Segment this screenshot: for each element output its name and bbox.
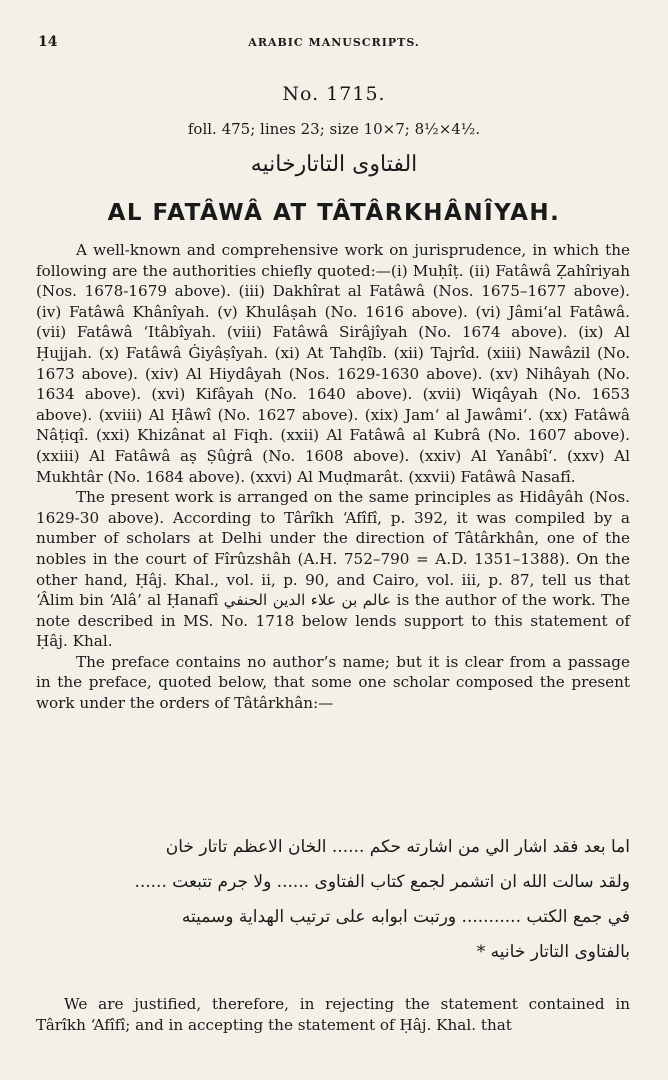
running-title: ARABIC MANUSCRIPTS. (248, 36, 420, 49)
page-header (38, 34, 630, 54)
arabic-quote-line: اما بعد فقد اشار الي من اشارته حكم ...... الخان الاعظم تاتار خان (165, 837, 630, 857)
entry-title: AL FATÂWÂ AT TÂTÂRKHÂNÎYAH. (107, 200, 561, 226)
paragraph-conclusion: We are justified, therefore, in rejecting the statement contained in Târîkh ‘Afîfî; and in accepting the statement of Ḥâj. Khal. that (36, 995, 630, 1034)
paragraph-authorities: A well-known and comprehensive work on jurisprudence, in which the following are the authorities chiefly quoted:—(i) Muḥîṭ. (ii) Fatâwâ Ẓahîriyah (Nos. 1678-1679 above). (iii) Dakhîrat al Fatâwâ (Nos. 1675–1677 above). (iv) Fatâwâ Khânîyah. (v) Khulâṣah (No. 1616 above). (vi) Jâmi‘al Fatâwâ. (vii) Fatâwâ ‘Itâbîyah. (viii) Fatâwâ Sirâjîyah (No. 1674 above). (ix) Al Ḥujjah. (x) Fatâwâ Ġiyâṣîyah. (xi) At Tahḍîb. (xii) Tajrîd. (xiii) Nawâzil (No. 1673 above). (xiv) Al Hiydâyah (Nos. 1629-1630 above). (xv) Nihâyah (No. 1634 above). (xvi) Kifâyah (No. 1640 above). (xvii) Wiqâyah (No. 1653 above). (xviii) Al Ḥâwî (No. 1627 above). (xix) Jam‘ al Jawâmi‘. (xx) Fatâwâ Nâṭiqî. (xxi) Khizânat al Fiqh. (xxii) Al Fatâwâ al Kubrâ (No. 1607 above). (xxiii) Al Fatâwâ aṣ Ṣûġrâ (No. 1608 above). (xxiv) Al Yanâbî‘. (xxv) Al Mukhtâr (No. 1684 above). (xxvi) Al Muḍmarât. (xxvii) Fatâwâ Nasafî. (36, 241, 630, 486)
paragraph-authorship-text-a: The present work is arranged on the same principles as Hidâyâh (Nos. 1629-30 above). According to Târîkh ‘Afîfî, p. 392, it was compiled by a number of scholars at Delhi under the direction of Tâtârkhân, one of the nobles in the court of Fîrûzshâh (A.H. 752–790 = A.D. 1351–1388). On the other hand, Ḥâj. Khal., vol. ii, p. 90, and Cairo, vol. iii, p. 87, tell us that ‘Âlim bin ‘Alâ’ al Ḥanafî (36, 488, 630, 610)
paragraph-authorship-text-b: is the author of the work. The note described in MS. No. 1718 below lends support to this statement of Ḥâj. Khal. (36, 591, 631, 651)
arabic-quote-line: ولقد سالت الله ان اتشمر لجمع كتاب الفتاوى ...... ولا جرم تتبعت ...... (134, 872, 630, 892)
collation-line: foll. 475; lines 23; size 10×7; 8½×4½. (187, 120, 481, 138)
closing-text (36, 994, 630, 1035)
paragraph-preface: The preface contains no author’s name; but it is clear from a passage in the preface, quoted below, that some one scholar composed the present work under the orders of Tâtârkhân:— (36, 652, 630, 713)
arabic-quotation (36, 830, 630, 970)
arabic-author-name: عالم بن علاء الدين الحنفي (223, 591, 392, 610)
arabic-quote-line: بالفتاوى التاتار خانيه * (476, 942, 630, 962)
paragraph-authorship (36, 487, 630, 652)
arabic-title: الفتاوى التاتارخانيه (250, 152, 418, 177)
page-number: 14 (38, 34, 58, 50)
arabic-quote-line: في جمع الكتب ........... ورتبت ابوابه على ترتيب الهداية وسميته (181, 907, 630, 927)
body-text (36, 240, 630, 714)
entry-number: No. 1715. (282, 83, 386, 105)
